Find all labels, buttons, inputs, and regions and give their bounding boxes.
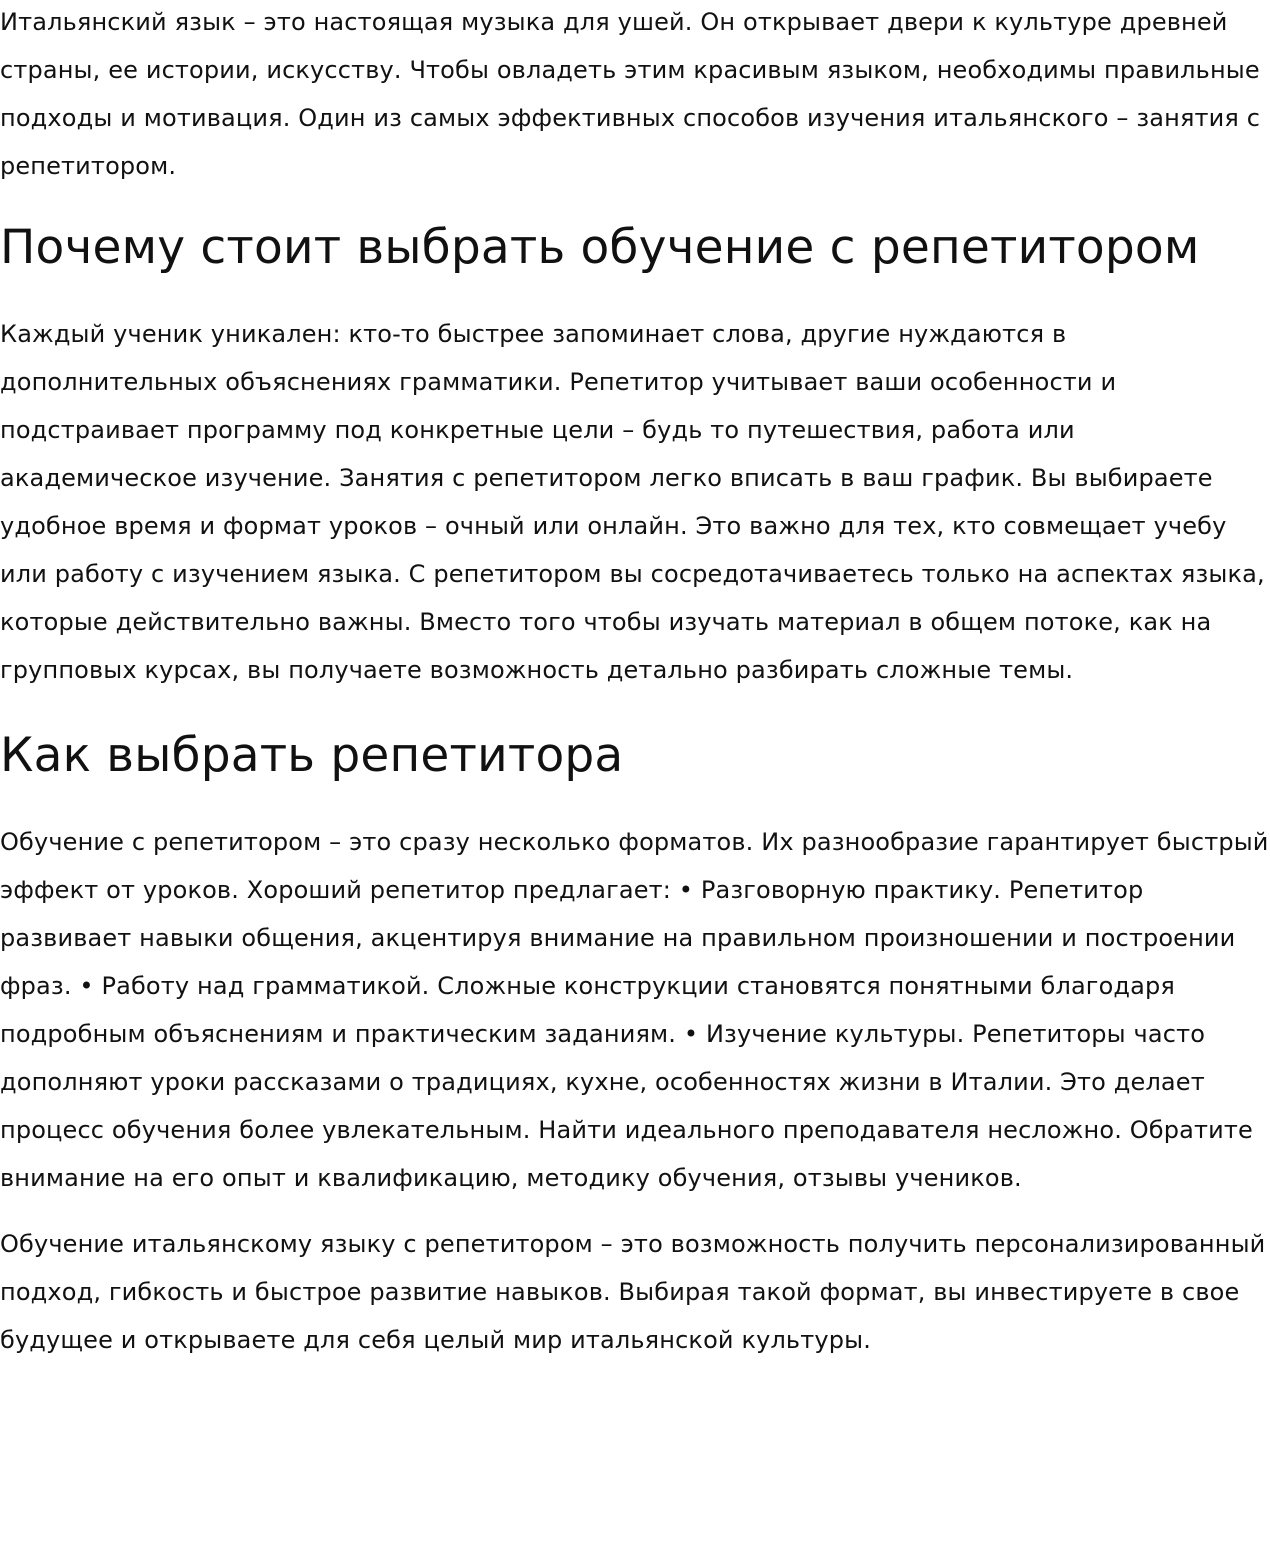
section-heading-how-to-choose: Как выбрать репетитора [0, 728, 624, 783]
section-heading-why-tutor: Почему стоит выбрать обучение с репетитором [0, 220, 1200, 275]
conclusion-paragraph: Обучение итальянскому языку с репетитором – это возможность получить персонализированный подход, гибкость и быстрое развитие навыков. Выбирая такой формат, вы инвестируете в свое будущее и открываете для себя целый мир итальянской культуры. [0, 1230, 1266, 1354]
how-to-choose-paragraph: Обучение с репетитором – это сразу несколько форматов. Их разнообразие гарантирует быстрый эффект от уроков. Хороший репетитор предлагает: • Разговорную практику. Репетитор развивает навыки общения, акцентируя внимание на правильном произношении и построении фраз. • Работу над грамматикой. Сложные конструкции становятся понятными благодаря подробным объяснениям и практическим заданиям. • Изучение культуры. Репетиторы часто дополняют уроки рассказами о традициях, кухне, особенностях жизни в Италии. Это делает процесс обучения более увлекательным. Найти идеального преподавателя несложно. Обратите внимание на его опыт и квалификацию, методику обучения, отзывы учеников. [0, 828, 1269, 1192]
why-tutor-paragraph: Каждый ученик уникален: кто-то быстрее запоминает слова, другие нуждаются в дополнительных объяснениях грамматики. Репетитор учитывает ваши особенности и подстраивает программу под конкретные цели – будь то путешествия, работа или академическое изучение. Занятия с репетитором легко вписать в ваш график. Вы выбираете удобное время и формат уроков – очный или онлайн. Это важно для тех, кто совмещает учебу или работу с изучением языка. С репетитором вы сосредотачиваетесь только на аспектах языка, которые действительно важны. Вместо того чтобы изучать материал в общем потоке, как на групповых курсах, вы получаете возможность детально разбирать сложные темы. [0, 320, 1265, 684]
intro-paragraph: Итальянский язык – это настоящая музыка для ушей. Он открывает двери к культуре древней страны, ее истории, искусству. Чтобы овладеть этим красивым языком, необходимы правильные подходы и мотивация. Один из самых эффективных способов изучения итальянского – занятия с репетитором. [0, 8, 1261, 180]
